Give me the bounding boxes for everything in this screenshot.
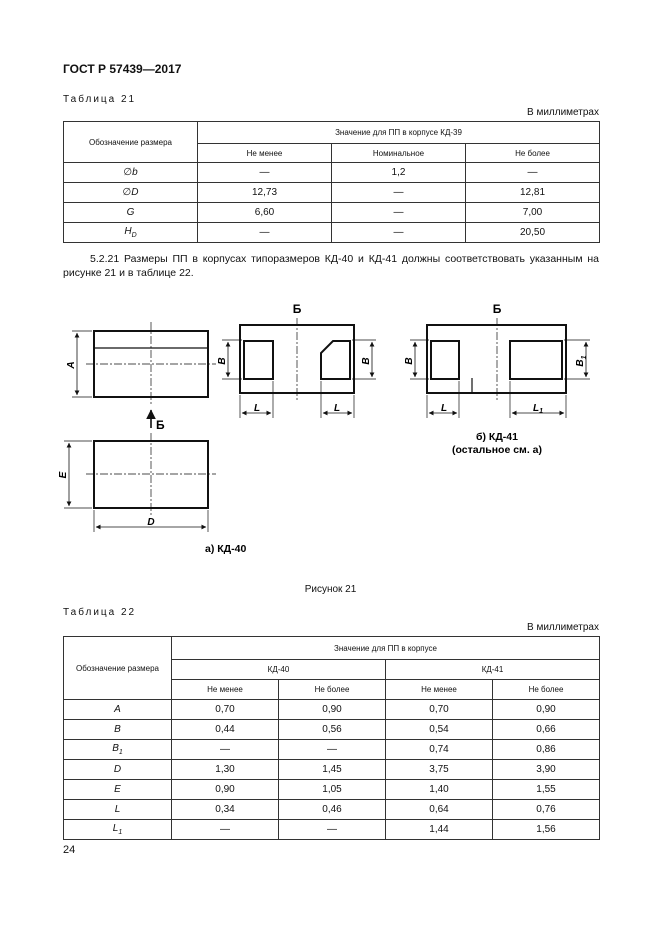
table-cell: 0,90: [172, 780, 279, 800]
dim-b-label: B: [404, 357, 415, 365]
table-cell: 12,81: [466, 183, 600, 203]
table22-units: В миллиметрах: [527, 622, 599, 633]
view-b-label: Б: [492, 302, 502, 316]
table-cell: 0,86: [493, 740, 600, 760]
dim-b1-label: $B_1$: [575, 355, 588, 367]
table22-sub-header: Не более: [279, 680, 386, 700]
table21-sub-header: Не менее: [198, 144, 332, 163]
table-cell: —: [198, 223, 332, 243]
table-cell: 1,44: [386, 820, 493, 840]
dim-b-label: B: [361, 357, 372, 365]
table22-dim-header: Обозначение размера: [64, 637, 172, 700]
table22-case-header: КД-41: [386, 660, 600, 680]
dimension-symbol: E: [64, 780, 172, 800]
table-cell: 0,54: [386, 720, 493, 740]
view-a-front: [58, 433, 246, 555]
table-cell: 0,46: [279, 800, 386, 820]
table-cell: 0,64: [386, 800, 493, 820]
table-22: [63, 636, 600, 840]
table-row: [64, 740, 600, 760]
table-row: [64, 780, 600, 800]
view-b-label: Б: [292, 302, 302, 316]
table21-caption: Таблица 21: [63, 94, 137, 105]
dimension-symbol: $L_1$: [64, 820, 172, 840]
table-row: [64, 700, 600, 720]
dim-a-label: A: [66, 361, 77, 369]
table-cell: 1,30: [172, 760, 279, 780]
view-b-kd41: [404, 302, 590, 456]
dimension-symbol: G: [64, 203, 198, 223]
table22-sub-header: Не менее: [172, 680, 279, 700]
table-cell: 1,2: [332, 163, 466, 183]
table-cell: 0,90: [279, 700, 386, 720]
table-cell: 12,73: [198, 183, 332, 203]
table-cell: —: [172, 740, 279, 760]
table-cell: —: [279, 820, 386, 840]
dim-b-label: B: [217, 357, 228, 365]
table-cell: —: [172, 820, 279, 840]
table-cell: —: [466, 163, 600, 183]
dimension-symbol: D: [64, 760, 172, 780]
dimension-symbol: A: [64, 700, 172, 720]
table-cell: 1,05: [279, 780, 386, 800]
table-cell: —: [332, 183, 466, 203]
figure-label-a: а) КД-40: [205, 543, 247, 555]
view-b-kd40: [217, 302, 376, 418]
dim-d-label: D: [147, 517, 155, 528]
figure-caption: Рисунок 21: [304, 584, 357, 595]
table-cell: 0,90: [493, 700, 600, 720]
dimension-symbol: B: [64, 720, 172, 740]
table-cell: 6,60: [198, 203, 332, 223]
dim-l1-label: $L_1$: [532, 403, 544, 415]
table-cell: 20,50: [466, 223, 600, 243]
dim-l-label: L: [333, 403, 341, 414]
table-row: [64, 760, 600, 780]
dimension-symbol: L: [64, 800, 172, 820]
table-cell: —: [198, 163, 332, 183]
table-row: [64, 800, 600, 820]
table-cell: —: [332, 223, 466, 243]
table-cell: 1,45: [279, 760, 386, 780]
table21-units: В миллиметрах: [527, 107, 599, 118]
table-cell: 1,55: [493, 780, 600, 800]
table-cell: 0,70: [172, 700, 279, 720]
dimension-symbol: ∅D: [64, 183, 198, 203]
table-cell: 3,75: [386, 760, 493, 780]
dim-l-label: L: [440, 403, 448, 414]
table-cell: 0,70: [386, 700, 493, 720]
standard-header: ГОСТ Р 57439—2017: [63, 62, 182, 76]
table21-group-header: Значение для ПП в корпусе КД-39: [198, 122, 600, 144]
table-cell: 0,76: [493, 800, 600, 820]
table22-caption: Таблица 22: [63, 607, 137, 618]
figure-label-b: б) КД-41: [476, 431, 518, 443]
table-cell: 3,90: [493, 760, 600, 780]
table21-sub-header: Не более: [466, 144, 600, 163]
table-row: [64, 820, 600, 840]
table22-sub-header: Не менее: [386, 680, 493, 700]
table-cell: 0,44: [172, 720, 279, 740]
table-cell: 0,56: [279, 720, 386, 740]
table-cell: 1,40: [386, 780, 493, 800]
table-cell: 0,74: [386, 740, 493, 760]
table-cell: 0,66: [493, 720, 600, 740]
paragraph-5-2-21: 5.2.21 Размеры ПП в корпусах типоразмеров КД-40 и КД-41 должны соответствовать указанным на рисунке 21 и в таблице 22.: [63, 253, 599, 279]
table-row: [64, 720, 600, 740]
dimension-symbol: $H_D$: [64, 223, 198, 243]
view-a-top: [66, 322, 216, 432]
dim-l-label: L: [253, 403, 261, 414]
dimension-symbol: $B_1$: [64, 740, 172, 760]
table21-sub-header: Номинальное: [332, 144, 466, 163]
dimension-symbol: ∅b: [64, 163, 198, 183]
dim-e-label: E: [58, 471, 69, 479]
table22-group-header: Значение для ПП в корпусе: [172, 637, 600, 660]
table-cell: —: [279, 740, 386, 760]
page-number: 24: [63, 844, 76, 856]
view-arrow-label: Б: [156, 418, 165, 432]
figure-label-b-note: (остальное см. а): [451, 444, 543, 456]
table22-case-header: КД-40: [172, 660, 386, 680]
table-cell: 7,00: [466, 203, 600, 223]
table22-sub-header: Не более: [493, 680, 600, 700]
table-cell: —: [332, 203, 466, 223]
table-cell: 0,34: [172, 800, 279, 820]
table-cell: 1,56: [493, 820, 600, 840]
table21-dim-header: Обозначение размера: [64, 122, 198, 163]
